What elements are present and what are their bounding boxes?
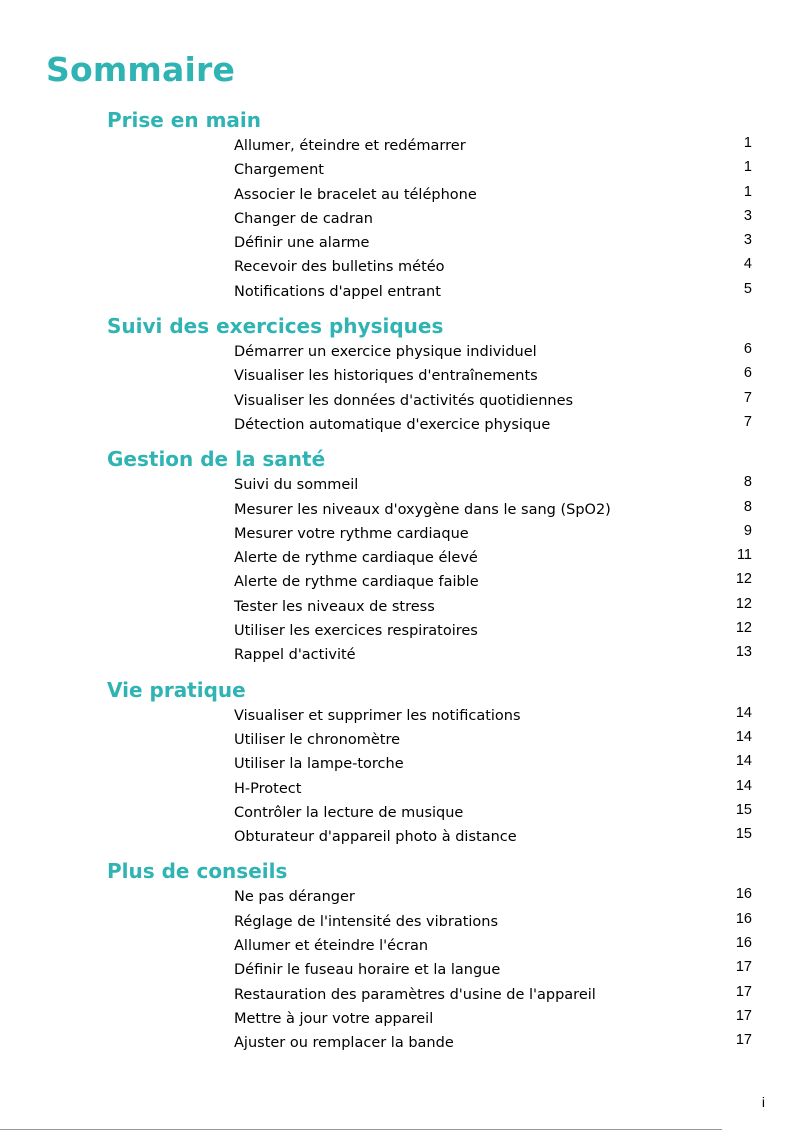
toc-entry-label[interactable]: Changer de cadran [234, 210, 373, 227]
toc-entry-label[interactable]: Utiliser la lampe-torche [234, 756, 404, 773]
toc-entry-label[interactable]: Mettre à jour votre appareil [234, 1010, 434, 1027]
toc-entry-label[interactable]: Définir le fuseau horaire et la langue [234, 962, 501, 979]
toc-entry-label[interactable]: Obturateur d'appareil photo à distance [234, 829, 517, 846]
toc-entry[interactable] [0, 704, 802, 728]
toc-entry-page-number[interactable]: 4 [743, 256, 752, 273]
toc-entry[interactable] [0, 595, 802, 619]
toc-entry-page-number[interactable]: 15 [735, 826, 752, 843]
toc-entry-label[interactable]: Rappel d'activité [234, 647, 356, 664]
toc-entry-label[interactable]: H-Protect [234, 780, 302, 797]
toc-entry-page-number[interactable]: 1 [743, 183, 752, 200]
toc-entry-label[interactable]: Démarrer un exercice physique individuel [234, 344, 537, 361]
toc-section [0, 445, 802, 667]
toc-entry-label[interactable]: Suivi du sommeil [234, 477, 359, 494]
toc-entry-page-number[interactable]: 14 [735, 704, 752, 721]
toc-entry-label[interactable]: Alerte de rythme cardiaque élevé [234, 550, 478, 567]
toc-entry[interactable] [0, 777, 802, 801]
toc-entry-label[interactable]: Associer le bracelet au téléphone [234, 186, 477, 203]
toc-entry-page-number[interactable]: 12 [735, 620, 752, 637]
toc-entry[interactable] [0, 958, 802, 982]
page-title: Sommaire [46, 50, 236, 89]
toc-entry[interactable] [0, 158, 802, 182]
toc-entry[interactable] [0, 643, 802, 667]
toc-entry-page-number[interactable]: 1 [743, 159, 752, 176]
toc-entry-label[interactable]: Allumer, éteindre et redémarrer [234, 138, 466, 154]
toc-entry[interactable] [0, 522, 802, 546]
toc-entry-label[interactable]: Recevoir des bulletins météo [234, 259, 445, 276]
toc-entry-label[interactable]: Alerte de rythme cardiaque faible [234, 574, 479, 591]
toc-entry[interactable] [0, 413, 802, 437]
toc-entry-page-number[interactable]: 16 [735, 886, 752, 903]
toc-entry-label[interactable]: Utiliser les exercices respiratoires [234, 623, 478, 640]
toc-entry[interactable] [0, 1031, 802, 1055]
toc-entry[interactable] [0, 340, 802, 364]
toc-section [0, 106, 802, 304]
toc-entry-page-number[interactable]: 1 [743, 135, 752, 151]
toc-entry-page-number[interactable]: 16 [735, 935, 752, 952]
toc-section [0, 676, 802, 850]
toc-entry-label[interactable]: Détection automatique d'exercice physique [234, 416, 551, 433]
toc-entry-page-number[interactable]: 13 [735, 644, 752, 661]
toc-entry[interactable] [0, 389, 802, 413]
toc-entry[interactable] [0, 255, 802, 279]
toc-section [0, 312, 802, 437]
toc-entry[interactable] [0, 910, 802, 934]
toc-entry-page-number[interactable]: 16 [735, 910, 752, 927]
toc-entry-page-number[interactable]: 8 [743, 474, 752, 491]
toc-entry[interactable] [0, 207, 802, 231]
toc-entry-label[interactable]: Visualiser les données d'activités quotidiennes [234, 392, 574, 409]
footer-rule [0, 1129, 722, 1130]
toc-entry-page-number[interactable]: 6 [743, 365, 752, 382]
toc-entry-page-number[interactable]: 8 [743, 498, 752, 515]
toc-entry-page-number[interactable]: 5 [743, 280, 752, 297]
section-title[interactable]: Vie pratique [107, 677, 246, 702]
section-title[interactable]: Plus de conseils [107, 859, 288, 884]
toc-entry-page-number[interactable]: 12 [735, 595, 752, 612]
toc-entry[interactable] [0, 280, 802, 304]
toc-entry-page-number[interactable]: 17 [735, 983, 752, 1000]
section-title[interactable]: Gestion de la santé [107, 447, 326, 472]
toc-entry[interactable] [0, 498, 802, 522]
toc-entry-label[interactable]: Contrôler la lecture de musique [234, 804, 464, 821]
toc-entry-label[interactable]: Chargement [234, 162, 324, 179]
toc-entry-label[interactable]: Tester les niveaux de stress [234, 598, 435, 615]
toc-entry-page-number[interactable]: 3 [743, 232, 752, 249]
toc-entry-page-number[interactable]: 17 [735, 1007, 752, 1024]
toc-entry-label[interactable]: Restauration des paramètres d'usine de l'appareil [234, 986, 596, 1003]
toc-entry[interactable] [0, 1007, 802, 1031]
toc-entry-page-number[interactable]: 12 [735, 571, 752, 588]
toc-entry-label[interactable]: Allumer et éteindre l'écran [234, 938, 429, 955]
toc-entry[interactable] [0, 473, 802, 497]
toc-entry-label[interactable]: Utiliser le chronomètre [234, 731, 401, 748]
toc-entry[interactable] [0, 134, 802, 158]
toc-entry-page-number[interactable]: 3 [743, 207, 752, 224]
toc-entry-label[interactable]: Définir une alarme [234, 235, 370, 252]
toc-entry[interactable] [0, 619, 802, 643]
toc-entry[interactable] [0, 983, 802, 1007]
toc-entry[interactable] [0, 752, 802, 776]
toc-entry[interactable] [0, 728, 802, 752]
section-title[interactable]: Prise en main [107, 108, 262, 132]
table-of-contents [0, 106, 802, 1064]
toc-entry-page-number[interactable]: 17 [735, 1032, 752, 1049]
section-title[interactable]: Suivi des exercices physiques [107, 314, 444, 339]
toc-entry-page-number[interactable]: 11 [736, 547, 752, 564]
toc-entry-page-number[interactable]: 14 [735, 777, 752, 794]
toc-entry-label[interactable]: Visualiser et supprimer les notifications [234, 707, 521, 724]
toc-entry-label[interactable]: Ne pas déranger [234, 889, 355, 906]
toc-entry-label[interactable]: Notifications d'appel entrant [234, 283, 441, 300]
toc-entry-page-number[interactable]: 14 [735, 728, 752, 745]
toc-entry-label[interactable]: Visualiser les historiques d'entraînements [234, 368, 538, 385]
toc-entry-label[interactable]: Mesurer votre rythme cardiaque [234, 525, 469, 542]
toc-entry[interactable] [0, 231, 802, 255]
toc-entry-label[interactable]: Mesurer les niveaux d'oxygène dans le sang (SpO2) [234, 501, 611, 518]
toc-entry-page-number[interactable]: 9 [743, 522, 752, 539]
toc-entry[interactable] [0, 364, 802, 388]
toc-entry-page-number[interactable]: 14 [735, 753, 752, 770]
toc-entry-page-number[interactable]: 15 [735, 801, 752, 818]
toc-entry-page-number[interactable]: 17 [735, 959, 752, 976]
footer-page-number: i [761, 1094, 765, 1110]
toc-entry[interactable] [0, 825, 802, 849]
toc-entry-page-number[interactable]: 6 [743, 341, 752, 358]
toc-entry[interactable] [0, 885, 802, 909]
toc-entry-label[interactable]: Réglage de l'intensité des vibrations [234, 913, 499, 930]
toc-entry-page-number[interactable]: 7 [743, 389, 752, 406]
toc-entry[interactable] [0, 546, 802, 570]
toc-entry[interactable] [0, 183, 802, 207]
toc-section [0, 857, 802, 1055]
toc-entry[interactable] [0, 570, 802, 594]
toc-entry[interactable] [0, 801, 802, 825]
toc-entry-page-number[interactable]: 7 [743, 413, 752, 430]
toc-entry-label[interactable]: Ajuster ou remplacer la bande [234, 1035, 454, 1052]
toc-entry[interactable] [0, 934, 802, 958]
